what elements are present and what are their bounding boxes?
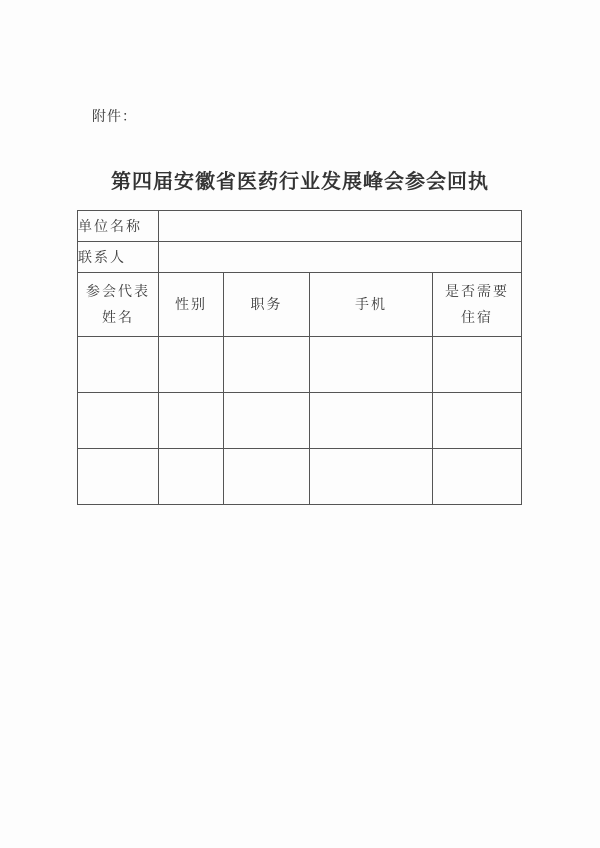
table-row [78, 393, 522, 449]
header-phone: 手机 [310, 273, 433, 337]
table-row [78, 337, 522, 393]
contact-row [78, 242, 522, 273]
registration-form-table [77, 210, 522, 505]
position-cell[interactable] [224, 393, 310, 449]
gender-cell[interactable] [159, 449, 224, 505]
header-delegate-name-line1: 参会代表 [86, 283, 150, 300]
header-row [78, 273, 522, 337]
phone-cell[interactable] [310, 393, 433, 449]
position-cell[interactable] [224, 337, 310, 393]
unit-name-field[interactable] [159, 211, 522, 242]
header-delegate-name-line2: 姓名 [102, 309, 134, 326]
phone-cell[interactable] [310, 449, 433, 505]
lodging-cell[interactable] [433, 337, 522, 393]
header-gender: 性别 [159, 273, 224, 337]
table-row [78, 449, 522, 505]
header-lodging-line1: 是否需要 [445, 283, 509, 300]
gender-cell[interactable] [159, 337, 224, 393]
lodging-cell[interactable] [433, 449, 522, 505]
phone-cell[interactable] [310, 337, 433, 393]
contact-label: 联系人 [78, 242, 159, 273]
document-title: 第四届安徽省医药行业发展峰会参会回执 [111, 169, 489, 193]
unit-name-label: 单位名称 [78, 211, 159, 242]
header-delegate-name [78, 273, 159, 337]
header-lodging [433, 273, 522, 337]
header-lodging-line2: 住宿 [461, 309, 493, 326]
lodging-cell[interactable] [433, 393, 522, 449]
attachment-label: 附件： [92, 109, 137, 125]
position-cell[interactable] [224, 449, 310, 505]
gender-cell[interactable] [159, 393, 224, 449]
contact-field[interactable] [159, 242, 522, 273]
unit-name-row [78, 211, 522, 242]
delegate-name-cell[interactable] [78, 393, 159, 449]
delegate-name-cell[interactable] [78, 449, 159, 505]
header-position: 职务 [224, 273, 310, 337]
delegate-name-cell[interactable] [78, 337, 159, 393]
